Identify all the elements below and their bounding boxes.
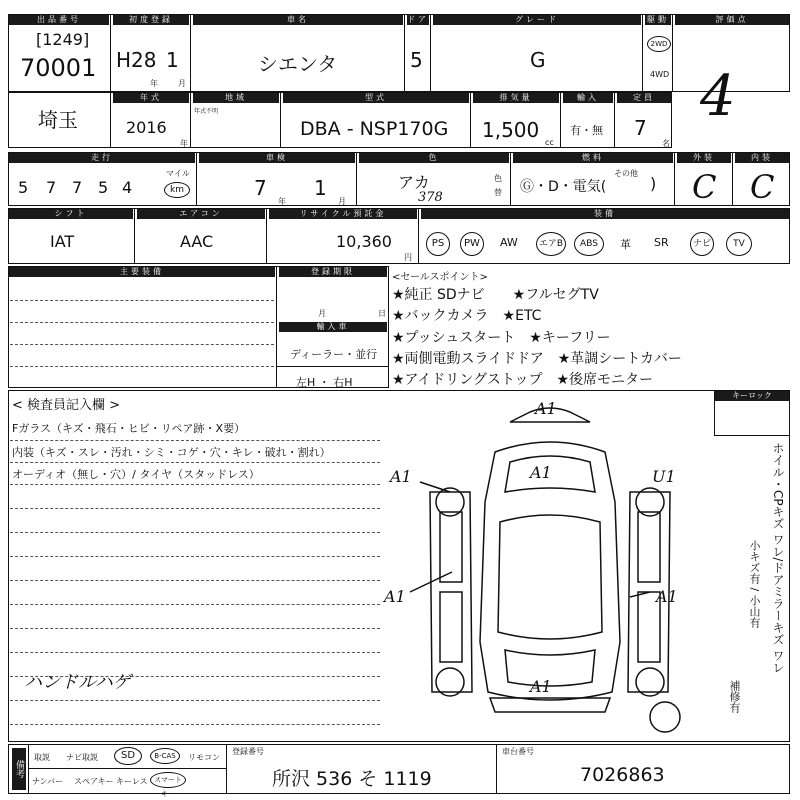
mileage-unit-mile: マイル bbox=[166, 169, 190, 178]
mark-front: A1 bbox=[535, 399, 557, 418]
fuel-other: その他 bbox=[614, 169, 638, 178]
first-reg-era: H28 bbox=[116, 48, 157, 72]
color-change: 色替 bbox=[494, 174, 502, 197]
mileage-digit-1: 5 bbox=[18, 178, 37, 197]
side-note: ホイル・CPキズ ワレ/ドアミラーキズ ワレ bbox=[771, 442, 785, 674]
left-door-rear bbox=[440, 592, 462, 662]
sales-point-2: ★バックカメラ ★ETC bbox=[392, 308, 542, 324]
first-reg-month: 1 bbox=[166, 48, 179, 72]
capacity: 7 bbox=[634, 116, 647, 140]
lot-number: 70001 bbox=[20, 54, 97, 82]
color: アカ bbox=[398, 173, 430, 192]
reg-day: 日 bbox=[378, 309, 386, 318]
fuel-close: ) bbox=[650, 174, 657, 193]
color-code: 378 bbox=[418, 190, 443, 205]
equip-leather: 革 bbox=[620, 238, 631, 251]
car-name-header: 車名 bbox=[193, 15, 403, 25]
dealer-parallel: ディーラー・並行 bbox=[290, 348, 378, 361]
side-note-sub: 小キズ有 / 小山有 bbox=[748, 540, 761, 628]
reg-deadline-header: 登録期限 bbox=[279, 267, 387, 277]
handwritten-note: ハンドルハゲ bbox=[24, 672, 131, 693]
item-spare-key: スペアキー bbox=[74, 777, 114, 786]
import-header: 輸入 bbox=[563, 93, 613, 103]
sales-points-header: <セールスポイント> bbox=[392, 272, 488, 283]
region: 埼玉 bbox=[38, 108, 78, 132]
model-code: DBA - NSP170G bbox=[300, 118, 449, 140]
spare-tire-circle bbox=[650, 702, 680, 732]
sales-point-1: ★純正 SDナビ ★フルセグTV bbox=[392, 287, 599, 303]
equip-ps: PS bbox=[426, 232, 450, 256]
import-options: 有・無 bbox=[570, 124, 603, 137]
equip-abs: ABS bbox=[574, 232, 604, 256]
mark-hood: A1 bbox=[530, 463, 552, 482]
interior-grade: C bbox=[750, 168, 775, 206]
color-header: 色 bbox=[359, 153, 509, 163]
lot-header: 出品番号 bbox=[9, 15, 109, 25]
recycle-fee: 10,360 bbox=[336, 232, 392, 251]
mark-right-front: U1 bbox=[652, 467, 676, 486]
mileage-digit-4: 5 bbox=[98, 178, 109, 197]
inspector-title: < 検査員記入欄 > bbox=[12, 398, 121, 413]
equip-navi: ナビ bbox=[690, 232, 714, 256]
interior-header: 内装 bbox=[735, 153, 789, 163]
equip-aw: AW bbox=[500, 236, 518, 249]
doors-header: ドア bbox=[407, 15, 429, 24]
model-code-header: 型式 bbox=[283, 93, 469, 103]
sales-point-5: ★アイドリングストップ ★後席モニター bbox=[392, 372, 654, 388]
inspection-year-unit: 年 bbox=[278, 197, 286, 206]
drive-2wd-circled: 2WD bbox=[647, 36, 671, 52]
drive-4wd: 4WD bbox=[650, 70, 670, 79]
inspector-interior: 内装（キズ・スレ・汚れ・シミ・コゲ・穴・キレ・破れ・割れ） bbox=[12, 446, 331, 459]
item-smart-key: スマートキー bbox=[150, 772, 186, 788]
recycle-header: リサイクル預託金 bbox=[269, 209, 417, 219]
roof-shape bbox=[498, 515, 602, 639]
equipment-header: 装備 bbox=[421, 209, 789, 219]
plate-header: 登録番号 bbox=[232, 747, 264, 756]
aircon-header: エアコン bbox=[137, 209, 265, 219]
recycle-unit: 円 bbox=[404, 253, 412, 262]
exterior-header: 外装 bbox=[677, 153, 731, 163]
mark-rear: A1 bbox=[530, 677, 552, 696]
score-header: 評価点 bbox=[675, 15, 789, 25]
model-year-unit: 年 bbox=[180, 139, 188, 148]
exterior-grade: C bbox=[692, 168, 717, 206]
region-header: 年式 bbox=[113, 93, 189, 103]
displacement-header: 排気量 bbox=[473, 93, 559, 103]
equip-pw: PW bbox=[460, 232, 484, 256]
inspection-month: 1 bbox=[314, 176, 327, 200]
shift-header: シフト bbox=[9, 209, 133, 219]
inspection-year: 7 bbox=[254, 176, 267, 200]
side-note-repair: 補修有 bbox=[728, 680, 741, 713]
right-door-front bbox=[638, 512, 660, 582]
model-year-header: 地域 bbox=[193, 93, 279, 103]
capacity-unit: 名 bbox=[662, 139, 670, 148]
left-door-front bbox=[440, 512, 462, 582]
keylock-header: キーロック bbox=[715, 391, 789, 401]
owner-notes-header: 主要装備 bbox=[9, 267, 275, 277]
mileage-header: 走行 bbox=[9, 153, 195, 163]
equip-airbag: エアB bbox=[536, 232, 566, 256]
equip-tv: TV bbox=[726, 232, 752, 256]
chassis-header: 車台番号 bbox=[502, 747, 534, 756]
drive-header: 駆動 bbox=[647, 15, 669, 24]
shift: IAT bbox=[50, 232, 75, 251]
displacement: 1,500 bbox=[482, 118, 540, 142]
equip-sr: SR bbox=[654, 236, 669, 249]
first-reg-month-unit: 月 bbox=[178, 79, 186, 88]
displacement-unit: cc bbox=[545, 138, 554, 147]
mark-left-side: A1 bbox=[384, 587, 406, 606]
inspection-header: 車検 bbox=[199, 153, 355, 163]
mark-right-side: A1 bbox=[656, 587, 678, 606]
item-sd: SD bbox=[114, 747, 142, 765]
mileage-digit-2: 7 bbox=[46, 178, 57, 197]
first-reg-header: 初度登録 bbox=[113, 15, 189, 25]
item-number: ナンバー bbox=[32, 777, 64, 786]
bottom-side-label: 備考 bbox=[12, 748, 26, 790]
inspector-audio: オーディオ（無し・穴）/ タイヤ（スタッドレス） bbox=[12, 468, 260, 481]
item-manual: 取説 bbox=[34, 753, 50, 762]
grade-value: G bbox=[530, 48, 546, 72]
steering-side: 左H ・ 右H bbox=[296, 376, 353, 389]
import-car-header: 輸入車 bbox=[279, 322, 387, 332]
inspection-month-unit: 月 bbox=[338, 197, 346, 206]
item-bcas: B-CAS bbox=[150, 748, 180, 764]
sales-point-4: ★両側電動スライドドア ★革調シートカバー bbox=[392, 351, 682, 367]
capacity-header: 定員 bbox=[617, 93, 671, 103]
mark-left-front: A1 bbox=[390, 467, 412, 486]
inspector-glass: Fガラス（キズ・飛石・ヒビ・リペア跡・X要） bbox=[12, 422, 246, 435]
mileage-digit-5: 4 bbox=[122, 178, 133, 197]
lot-bracket: [1249] bbox=[36, 30, 90, 49]
evaluation-score: 4 bbox=[700, 64, 736, 129]
first-reg-year-unit: 年 bbox=[150, 79, 158, 88]
plate-note: 年式不明 bbox=[194, 108, 219, 115]
mileage-digit-3: 7 bbox=[72, 178, 83, 197]
chassis-number: 7026863 bbox=[580, 764, 665, 786]
fuel-header: 燃料 bbox=[513, 153, 673, 163]
car-name: シエンタ bbox=[258, 52, 338, 76]
door-count: 5 bbox=[410, 48, 423, 72]
sales-point-3: ★プッシュスタート ★キーフリー bbox=[392, 330, 611, 346]
model-year: 2016 bbox=[126, 118, 167, 137]
grade-header: グレード bbox=[433, 15, 641, 25]
aircon: AAC bbox=[180, 232, 214, 251]
plate-number: 所沢 536 そ 1119 bbox=[272, 768, 432, 790]
car-diagram bbox=[380, 392, 720, 738]
mileage-unit-km-circled: km bbox=[164, 182, 190, 198]
item-keyless: キーレス bbox=[116, 777, 148, 786]
reg-month: 月 bbox=[318, 309, 326, 318]
fuel-type: Ⓖ・D・電気( bbox=[520, 179, 607, 195]
item-remote: リモコン bbox=[188, 753, 220, 762]
item-navi-manual: ナビ取説 bbox=[66, 753, 98, 762]
